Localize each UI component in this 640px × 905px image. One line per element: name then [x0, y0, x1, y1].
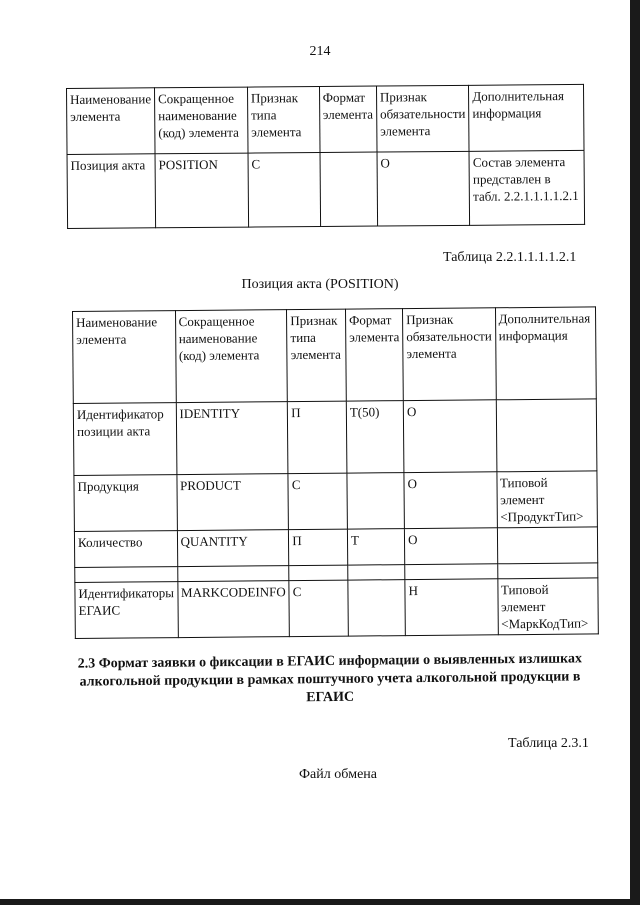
table-cell: QUANTITY: [177, 530, 289, 567]
table-cell: Т(50): [346, 401, 404, 473]
table-cell: POSITION: [155, 153, 248, 228]
table-title: Файл обмена: [298, 767, 378, 782]
table-cell: [289, 565, 348, 581]
header-cell: Формат элемента: [319, 86, 377, 152]
header-cell: Формат элемента: [345, 309, 403, 401]
table-cell: [348, 580, 406, 636]
section-heading: 2.3 Формат заявки о фиксации в ЕГАИС информации о выявленных излишках алкогольной продукции в рамках поштучного учета алкогольной продукции в ЕГАИС: [77, 651, 583, 706]
page-number: 214: [309, 44, 331, 59]
table-position: [72, 306, 599, 639]
table-cell: С: [248, 153, 320, 228]
table-row: [73, 399, 597, 476]
table-cell: Количество: [74, 531, 177, 568]
table-cell: О: [403, 400, 496, 473]
table-cell: Продукция: [74, 475, 177, 532]
table-row: [74, 527, 597, 568]
table-cell: [348, 565, 405, 580]
header-cell: Признак обязательности элемента: [403, 308, 496, 401]
table-label: Таблица 2.3.1: [508, 736, 589, 751]
table-cell: [177, 566, 289, 582]
table-cell: Типовой элемент <ПродуктТип>: [496, 471, 597, 528]
table-cell: [405, 564, 498, 580]
table-header-row: [73, 307, 597, 404]
table-title: Позиция акта (POSITION): [241, 277, 399, 292]
table-header-row: [67, 84, 585, 154]
table-cell: О: [377, 151, 470, 226]
table-row: [67, 150, 585, 228]
table-cell: П: [289, 529, 348, 566]
header-cell: Признак типа элемента: [247, 87, 319, 154]
table-cell: MARKCODEINFO: [177, 581, 289, 638]
table-cell: Состав элемента представлен в табл. 2.2.1.1.1.1.2.1: [469, 150, 584, 225]
table-cell: Н: [405, 579, 498, 636]
table-cell: [496, 399, 597, 472]
table-cell: С: [289, 580, 348, 637]
table-cell: [75, 567, 178, 583]
table-cell: [497, 563, 598, 579]
table-cell: PRODUCT: [176, 474, 288, 531]
table-cell: [347, 473, 405, 529]
table-cell: Т: [347, 529, 404, 565]
header-cell: Сокращенное наименование (код) элемента: [155, 87, 248, 154]
table-cell: С: [288, 473, 347, 530]
scan-border-bottom: [0, 899, 640, 905]
table-cell: [497, 527, 598, 564]
table-cell: Типовой элемент <МаркКодТип>: [497, 578, 598, 635]
table-cell: О: [404, 472, 497, 529]
header-cell: Дополнительная информация: [495, 307, 596, 400]
table-cell: П: [288, 401, 347, 474]
table-cell: О: [405, 528, 498, 565]
table-cell: Идентификатор позиции акта: [73, 403, 176, 476]
table-row: [75, 578, 598, 639]
table-cell: IDENTITY: [176, 402, 288, 475]
header-cell: Дополнительная информация: [469, 84, 584, 151]
header-cell: Сокращенное наименование (код) элемента: [175, 310, 288, 403]
header-cell: Признак обязательности элемента: [376, 85, 469, 152]
table-cell: Позиция акта: [67, 154, 156, 229]
table-cell: Идентификаторы ЕГАИС: [75, 582, 178, 639]
table-continuation: [66, 84, 585, 229]
header-cell: Наименование элемента: [67, 88, 156, 155]
header-cell: Наименование элемента: [73, 311, 176, 404]
table-label: Таблица 2.2.1.1.1.1.2.1: [443, 250, 577, 265]
header-cell: Признак типа элемента: [287, 309, 346, 402]
table-row: [74, 471, 597, 532]
table-cell: [320, 152, 378, 226]
